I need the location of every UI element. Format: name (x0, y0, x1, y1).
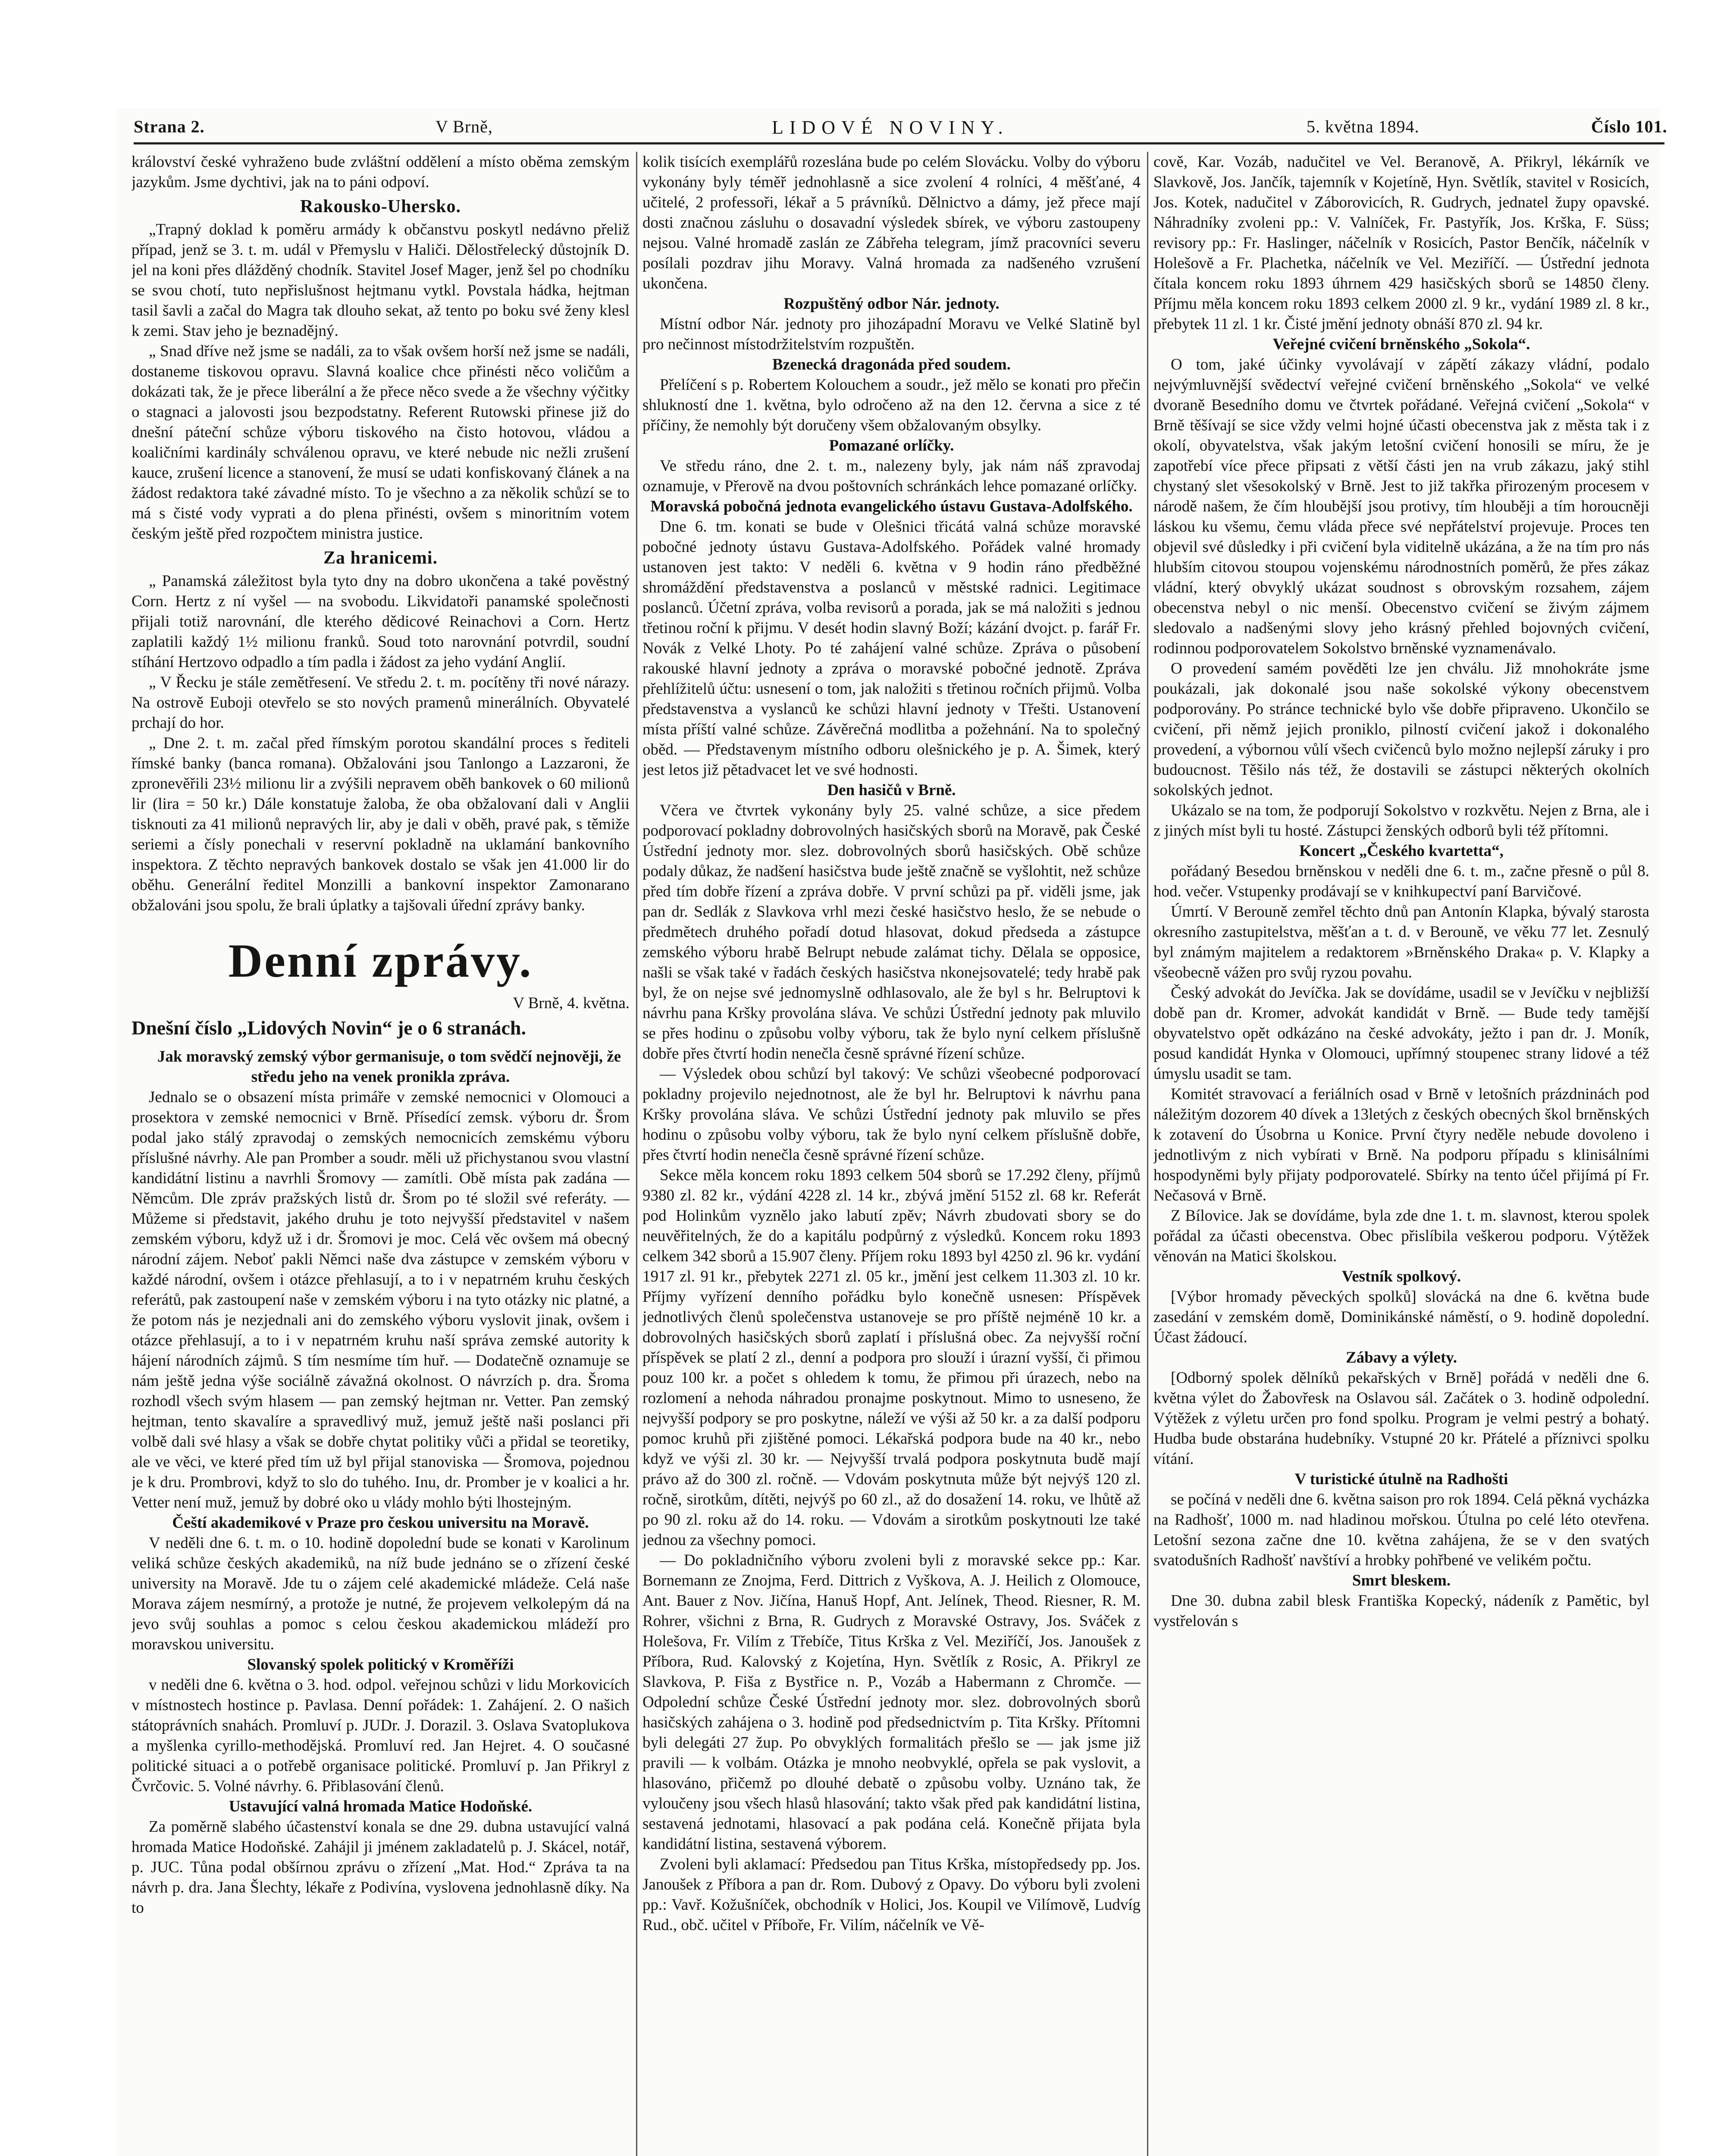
article-paragraph: Z Bílovice. Jak se dovídáme, byla zde dne 1. t. m. slavnost, kterou spolek pořádal za účasti obecenstva. Obec přislíbila veškerou podporu. Výtěžek věnován na Matici školskou. (1153, 1207, 1649, 1265)
issue-date: 5. května 1894. (1307, 117, 1420, 136)
article-paragraph: Ukázalo se na tom, že podporují Sokolstvo v rozkvětu. Nejen z Brna, ale i z jiných míst byli tu hosté. Zástupci ženských odborů byli též přítomni. (1153, 802, 1649, 840)
article-paragraph: Jednalo se o obsazení místa primáře v zemské nemocnici v Olomouci a prosektora v zemské nemocnici v Brně. Přísedící zemsk. výboru dr. Šrom podal jako stálý zpravodaj o zemských nemocnicích zemskému výboru příslušné návrhy. Ale pan Promber a soudr. měli už přichystanou svou vlastní kandidátní listinu a navrhli Šromovy — zamítli. Obě místa pak zadána — Němcům. Dle zpráv pražských listů dr. Šrom po té složil své referáty. — Můžeme si představit, jakého druhu je toto nejvyšší představitel v našem zemském výboru, když už i dr. Šromovi je moc. Celá věc ovšem má obecný národní zájem. Neboť pakli Němci naše dva zástupce v zemském výboru v každé národní, ovšem i otázce přehlasují, a to i v nepatrném kruhu českých referátů, pak zastoupení naše v zemském výboru i na tyto otázky nic platné, a že potom nás je nezjednali ani do zemského výboru vyslovit jinak, ovšem i otázce přehlasují, a to i v nepatrném kruhu naší správa zemské autority k hájení národních zájmů. S tím nesmíme tím huř. — Dodatečně oznamuje se nám ještě jedna výše sociálně závažná okolnost. O návrzích p. dra. Šroma rozhodl všech svým hlasem — pan zemský hejtman nr. Vetter. Pan zemský hejtman, tento skavalíre a spravedlivý muž, jemuž ještě naši poslanci při volbě dali své hlasy a však se dobře chytat politiky vůči a přidal se teoretiky, ale ve věci, ve které před tím už byl přijal stanoviska — Šromova, pojednou je k dru. Prombrovi, když to slo do tuhého. Inu, dr. Promber je v koalici a hr. Vetter není muž, jemuž by dobré oko u vlády mohlo býti lhostejným. (132, 1088, 630, 1511)
section-heading-za-hranicemi: Za hranicemi. (323, 548, 438, 568)
section-title-denni-zpravy: Denní zprávy. (228, 934, 533, 987)
article-paragraph: — Do pokladničního výboru zvoleni byli z moravské sekce pp.: Kar. Bornemann ze Znojma, Ferd. Dittrich z Vyškova, A. J. Heilich z Olomouce, Ant. Bauer z Nov. Jičína, Hanuš Hopf, Ant. Jelínek, Theod. Riesner, R. M. Rohrer, všichni z Brna, R. Gudrych z Moravské Ostravy, Jos. Sváček z Holešova, Fr. Vilím z Třebíče, Titus Krška z Vel. Meziříčí, Jos. Janoušek z Příbora, Rud. Kalovský z Kojetína, Hyn. Světlík z Rosic, A. Přikryl ze Slavkova, P. Fiša z Bystřice n. P., Vozáb a Habermann z Chromče. — Odpolední schůze České Ústřední jednoty mor. slez. dobrovolných sborů hasičských zahájena o 3. hodině pod předsednictvím p. Tita Kršky. Přítomni byli delegáti 27 žup. Po obvyklých formalitách přešlo se — jak jsme již pravili — k volbám. Otázka je mnoho neobvyklé, opřela se pak vyslovit, a hlasováno, přičemž po dlouhé debatě o způsobu volby. Uznáno tak, že vyloučeny jsou všech hlasů hlasování; takto však před pak kandidátní listina, sestavená jednotami, hlasovací a pak podána celá. Konečně přijata byla kandidátní listina, sestavená výborem. (642, 1551, 1141, 1853)
article-paragraph: Za poměrně slabého účastenství konala se dne 29. dubna ustavující valná hromada Matice Hodoňské. Zahájil ji jménem zakladatelů p. J. Skácel, notář, p. JUC. Tůna podal obšírnou zprávu o zřízení „Mat. Hod.“ Zpráva ta na návrh p. dra. Jana Šlechty, lékaře z Podivína, vyslovena jednohlasně díky. Na to (132, 1818, 630, 1917)
page-number: Strana 2. (134, 117, 205, 136)
article-heading: Vestník spolkový. (1341, 1268, 1461, 1285)
article-heading: Den hasičů v Brně. (827, 781, 956, 799)
article-continuation: cově, Kar. Vozáb, nadučitel ve Vel. Beranově, A. Přikryl, lékárník ve Slavkově, Jos. Jančík, tajemník v Kojetíně, Hyn. Světlík, stavitel v Rosicích, Jos. Kotek, nadučitel v Záborovicích, R. Gudrych, jednatel župy opavské. Náhradníky zvoleni pp.: V. Valníček, Fr. Pastyřík, Jos. Krška, F. Süss; revisory pp.: Fr. Haslinger, náčelník v Rosicích, Pastor Benčík, náčelník v Holešově a Fr. Plachetka, náčelník ve Vel. Meziříčí. — Ústřední jednota čítala koncem roku 1893 úhrnem 429 hasičských sborů se 14850 členy. Příjmu měla koncem roku 1893 celkem 2000 zl. 9 kr., vydání 1989 zl. 8 kr., přebytek 11 zl. 1 kr. Čisté jmění jednoty obnáší 870 zl. 94 kr. (1153, 153, 1649, 333)
article-paragraph: pořádaný Besedou brněnskou v neděli dne 6. t. m., začne přesně o půl 8. hod. večer. Vstupenky prodávají se v knihkupectví paní Barvičové. (1153, 862, 1649, 900)
article-paragraph: „Trapný doklad k poměru armády k občanstvu poskytl nedávno přeliž případ, jenž se 3. t. m. udál v Přemyslu v Haliči. Dělostřelecký důstojník D. jel na koni přes dlážděný chodník. Stavitel Josef Mager, jenž šel po chodníku se svou chotí, tuto nepřislušnost hejtmanu vytkl. Povstala hádka, hejtman tasil šavli a začal do Magra tak dlouho sekat, až tento po boku své ženy klesl k zemi. Stav jeho je beznadějný. (132, 221, 630, 340)
article-heading: Bzenecká dragonáda před soudem. (772, 356, 1011, 373)
article-heading: V turistické útulně na Radhošti (1294, 1470, 1508, 1488)
article-paragraph: „ Dne 2. t. m. začal před římským porotou skandální proces s řediteli římské banky (banca romana). Obžalováni jsou Tanlongo a Lazzaroni, že zpronevěřili 23½ milionu lir a zvýšili nepravem oběh bankovek o 60 milionů lir (lira = 50 kr.) Dále konstatuje žaloba, že oba obžalovaní dali v Anglii tisknouti za 41 milionů nepravých lir, aby je dali v oběh, pravé pak, s těmiže seriemi a čísly ponechali v reservní pokladně na uklamání bankovního inspektora. Z těchto nepravých bankovek dostalo se však jen 41.000 lir do oběhu. Generální ředitel Monzilli a bankovní inspektor Zamonarano obžalováni jsou spolu, že brali úplatky a tajšovali úřední zprávy banky. (132, 734, 630, 914)
article-paragraph: [Výbor hromady pěveckých spolků] slovácká na dne 6. května bude zasedání v zemském domě, Dominikánské náměstí, o 9. hodině dopolední. Účast žádoucí. (1153, 1288, 1649, 1346)
newspaper-title: LIDOVÉ NOVINY. (772, 117, 1009, 138)
issue-notice: Dnešní číslo „Lidových Novin“ je o 6 stranách. (132, 1017, 526, 1039)
column-divider (636, 152, 637, 2156)
article-heading: Slovanský spolek politický v Kroměříži (247, 1656, 514, 1673)
article-paragraph: Dne 30. dubna zabil blesk Františka Kopecký, nádeník z Pamětic, byl vystřelován s (1153, 1592, 1649, 1630)
article-heading: Veřejné cvičení brněnského „Sokola“. (1272, 335, 1530, 353)
article-paragraph: Sekce měla koncem roku 1893 celkem 504 sborů se 17.292 členy, příjmů 9380 zl. 82 kr., výdání 4228 zl. 14 kr., zbývá jmění 5152 zl. 68 kr. Referát pod Holinkům vyznělo jako labutí zpěv; Návrh zbudovati sbory se do neuvěřitelných, že do a kapitálu podpůrný z výsledků. Koncem roku 1893 celkem 342 sborů a 15.907 členy. Příjem roku 1893 byl 4250 zl. 96 kr. vydání 1917 zl. 91 kr., přebytek 2271 zl. 05 kr., jmění jest celkem 11.303 zl. 10 kr. Příjmy vyřízení denního pořádku bylo konečně usnesen: Příspěvek jednotlivých členů společenstva ustanoveje se pro příště nejméně 10 kr. a dobrovolných hasičských sborů zaplatí i příslušná obec. Za nejvyšší roční příspěvek se platí 2 zl., denní a podpora pro slouží i úrazní vyšší, či přimou pouz 100 kr. a počet s ohledem k tomu, že přimou při úrazech, nebo na rozlomení a nehoda náhradou pronajme poskytnout. Mimo to usneseno, že nejvyšší podpory se pro poskytne, náleží ve výši až 50 kr. a za další podporu pomoc kruhů při zjištěné pomoci. Lékařská podpora bude na 40 kr., nebo když ve výši zl. 30 kr. — Nejvyšší trvalá podpora poskytnuta budě mají právo až do 300 zl. ročně. — Vdovám poskytnuta může být nejvýš 120 zl. ročně, sirotkům, dítěti, nejvýš po 60 zl., až do dosažení 14. roku, ve lhůtě až po 90 zl. roku až do 14. roku. — Vdovám a sirotkům poskytnouti lze také jednou za všechny pomoci. (642, 1166, 1141, 1549)
article-paragraph: V neděli dne 6. t. m. o 10. hodině dopolední bude se konati v Karolinum veliká schůze českých akademiků, na níž bude jednáno se o zřízení české university na Moravě. Jde tu o zájem celé akademické mládeže. Celá naše Morava zájem nesmírný, a protože je nutné, že projevem velkolepým dá na jevo svůj souhlas a pomoc s celou českou akademickou mládeží pro moravskou universitu. (132, 1534, 630, 1653)
article-paragraph: „ Panamská záležitost byla tyto dny na dobro ukončena a také pověstný Corn. Hertz z ní vyšel — na svobodu. Likvidatoři panamské společnosti přijali totiž narovnání, dle kterého dědicové Reinachovi a Corn. Hertz zaplatili každý 1½ milionu franků. Soud toto narovnání potvrdil, soudní stíhání Hertzovo odpadlo a tím padla i žádost za jeho vydání Anglií. (132, 572, 630, 671)
column-3 (1153, 152, 1649, 2156)
page-header (134, 116, 1667, 151)
column-1 (132, 152, 630, 2156)
article-paragraph: Úmrtí. V Berouně zemřel těchto dnů pan Antonín Klapka, bývalý starosta okresního zastupitelstva, měšťan a t. d. v Berouně, ve věku 77 let. Zesnulý byl známým majitelem a redaktorem »Brněnského Draka« p. V. Klapky a všeobecně vážen pro svůj ryzou povahu. (1153, 903, 1649, 981)
article-paragraph: Včera ve čtvrtek vykonány byly 25. valné schůze, a sice předem podporovací pokladny dobrovolných hasičských sborů na Moravě, pak České Ústřední jednoty mor. slez. dobrovolných sborů hasičských. Obě schůze podaly důkaz, že nadšení hasičstva bude ještě značně se vyšlohtit, než schůze před tím dobře řízení a zpráva dobře. V první schůzi pa př. viděli jsme, jak pan dr. Sedlák z Slavkova vrhl mezi české hasičstvo heslo, že se nebude o předmětech druhého pořadí dotud hlasovat, dokud předseda a zástupce zemského výboru hrabě Belrupt nebude zalámat tichy. Dělala se opposice, našli se však také v řadách českých hasičstva nkonejsovatelé; tedy hrabě pak byl, že on nejse své jednomyslně odhlasovalo, ale že byl s hr. Belruptovi k návrhu pana Kršky provolána sláva. Ve schůzi Ústřední jednoty pak mluvilo se přes hodinu o způsobu volby výboru, tak že bylo nyní celkem příslušně dobře přes čtvrtí hodin nenečla česně správné řízení schůze. (642, 802, 1141, 1062)
article-paragraph: „ Snad dříve než jsme se nadáli, za to však ovšem horší než jsme se nadáli, dostaneme tiskovou opravu. Slavná koalice chce přinésti něco voličům a dokázati tak, že je přece liberální a že přece něco svede a že všechny výčitky o stagnaci a jalovosti jsou bezpodstatny. Referent Rutowski přinese již do dnešní páteční schůze výboru tiskového na čisto hotovou, vládou a koaličními kardinály schválenou opravu, ve které nebude nic nežli zrušení kauce, zrušení licence a stanovení, že musí se udati konfiskovaný článek a na žádost redaktora také závadné místo. To je všechno a za několik schůzí se to má s čisté vody vyprati a do plena přinésti, ovšem s minoritním votem českým ještě před rozpočtem ministra justice. (132, 342, 630, 542)
article-paragraph: O provedení samém pověděti lze jen chválu. Již mnohokráte jsme poukázali, jak dokonalé jsou naše sokolské výkony obecenstvem podporovány. Po stránce technické bylo vše dobře připraveno. Ukončilo se cvičení, při němž jejich proniklo, pilností cvičení jakož i dokonalého provedení, a výbornou vůlí všech cvičenců bylo možno nejlepší záruky i pro budoucnost. Těšilo nás též, že dostavili se zástupci některých okolních sokolských jednot. (1153, 660, 1649, 799)
article-paragraph: — Výsledek obou schůzí byl takový: Ve schůzi všeobecné podporovací pokladny projevilo nejednotnost, ale že byl hr. Belruptovi k návrhu pana Kršky provolána sláva. Ve schůzi Ústřední jednoty pak mluvilo se přes hodinu o způsobu volby výboru, tak že bylo nyní celkem příslušně dobře, přes čtvrtí hodin nenečla česně správné řízení schůze. (642, 1065, 1141, 1164)
article-heading: Smrt bleskem. (1352, 1572, 1451, 1589)
issue-number: Číslo 101. (1591, 117, 1667, 136)
article-heading: Ustavující valná hromada Matice Hodoňské. (229, 1798, 533, 1815)
article-heading: Zábavy a výlety. (1346, 1349, 1457, 1366)
section-heading-rakousko: Rakousko-Uhersko. (300, 197, 461, 216)
article-heading: Pomazané orlíčky. (829, 437, 954, 454)
article-paragraph: O tom, jaké účinky vyvolávají v zápětí zákazy vládní, podalo nejvýmluvnější svědectví veřejné cvičení brněnského „Sokola“ ve velké dvoraně Besedního domu ve čtvrtek pořádané. Veřejná cvičení „Sokola“ v Brně těšívají se sice vždy velmi hojné účasti obecenstva jak z města tak i z okolí, obyvatelstva, však jakým letošní cvičení honosili se míru, že je zapotřebí více přece připsati z větší části jen na vrub zákazu, jaký stihl chystaný slet všesokolský v Brně. Jest to již takřka přirozeným procesem v národě našem, že čím hloubější jsou protivy, tím hlouběji a tím horoucněji láskou ku všemu, čemu vláda přece své nepřátelství projevuje. Proces ten objevil své důsledky i při cvičení byla viditelně ukázána, a že na tím pro nás hlubším citovou stoupou vojenskému národnostních poměrů, že přes zákaz vládní, který obvyklý ukázat soudnost s obrovským rozsahem, zájem obecenstva nebyl o nic menší. Obecenstvo cvičení se živým zájmem sledovalo a nadšenými slovy jeho krásný přehled bojovných cvičení, rodinnou podporovatelem Sokolstvo brněnské vyznamenávalo. (1153, 356, 1649, 657)
article-heading: Čeští akademikové v Praze pro českou universitu na Moravě. (172, 1514, 589, 1532)
article-heading: Rozpuštěný odbor Nár. jednoty. (783, 295, 1000, 313)
article-continuation: království české vyhraženo bude zvláštní oddělení a místo oběma zemským jazykům. Jsme dychtivi, jak na to páni odpoví. (132, 153, 630, 191)
article-paragraph: Ve středu ráno, dne 2. t. m., nalezeny byly, jak nám náš zpravodaj oznamuje, v Přerově na dvou poštovních schránkách lehce pomazané orlíčky. (642, 457, 1141, 495)
dateline-place: V Brně, (436, 117, 493, 136)
article-paragraph: „ V Řecku je stále zemětřesení. Ve středu 2. t. m. pocítěny tři nové nárazy. Na ostrově Euboji otevřelo se sto nových pramenů minerálních. Obyvatelé prchají do hor. (132, 674, 630, 732)
article-paragraph: Český advokát do Jevíčka. Jak se dovídáme, usadil se v Jevíčku v nejbližší době pan dr. Kromer, advokát kandidát v Brně. — Bude tedy tamější obyvatelstvo opět odkázáno na české advokáty, ježto i pan dr. J. Moník, posud kandidát Hynka v Olomouci, upřímný stoupenec strany lidové a též úmyslu usadit se tam. (1153, 984, 1649, 1083)
article-continuation: kolik tisících exemplářů rozeslána bude po celém Slovácku. Volby do výboru vykonány byly téměř jednohlasně a sice zvolení 4 rolníci, 4 měšťané, 4 učitelé, 2 professoři, lékař a 5 právníků. Dělnictvo a dámy, jež přece mají dosti značnou zásluhu o dosavadní výsledek sbírek, ve výboru zastoupeny nejsou. Valné hromadě zaslán ze Zábřeha telegram, jímž pracovníci severu posílali pozdrav jihu Moravy. Valná hromada za nadšeného vzrušení ukončena. (642, 153, 1141, 292)
article-paragraph: Zvoleni byli aklamací: Předsedou pan Titus Krška, místopředsedy pp. Jos. Janoušek z Příbora a pan dr. Rom. Dubový z Opavy. Do výboru byli zvoleni pp.: Vavř. Kožušníček, obchodník v Holici, Jos. Koupil ve Vilímově, Ludvíg Rud., obč. učitel v Příboře, Fr. Vilím, náčelník ve Vě- (642, 1855, 1141, 1934)
article-paragraph: se počíná v neděli dne 6. května saison pro rok 1894. Celá pěkná vycházka na Radhošť, 1000 m. nad hladinou mořskou. Útulna po celé léto otevřena. Letošní sezona začne dne 10. května zahájena, že se v den svatých svatodušních Radhošť navštíví a hrobky pohřbené ve velikém počtu. (1153, 1491, 1649, 1569)
article-paragraph: Dne 6. tm. konati se bude v Olešnici třicátá valná schůze moravské pobočné jednoty ústavu Gustava-Adolfského. Pořádek valné hromady ustanoven jest takto: V neděli 6. května v 9 hodin ráno předběžné shromáždění představenstva a poslanců v městské radnici. Legitimace poslanců. Účetní zpráva, volba revisorů a porada, jak se má naložiti s jednou třetinou roční k přijmu. V desét hodin slavný Boží; kázání dvojct. p. farář Fr. Novák z Velké Lhoty. Po té zahájení valné schůze. Zpráva o působení rakouské hlavní jednoty a zpráva o moravské pobočné jednotě. Zpráva přehlížitelů účtu: usnesení o tom, jak naložiti s třetinou ročních přijmů. Volba představenstva a vyslanců ke schůzi hlavní jednoty v Třešti. Ustanovení místa příští valné schůze. Závěrečná modlitba a požehnání. Na to společný oběd. — Představenym místního odboru olešnického je p. A. Šimek, který jest letos již pětadvacet let ve své hodnosti. (642, 518, 1141, 779)
header-rule (134, 142, 1664, 144)
article-paragraph: v neděli dne 6. května o 3. hod. odpol. veřejnou schůzi v lidu Morkovicích v místnostech hostince p. Pavlasa. Denní pořádek: 1. Zahájení. 2. O našich státoprávních snahách. Promluví p. JUDr. J. Dorazil. 3. Oslava Svatoplukova a myšlenka cyrillo-methodějská. Promluví red. Jan Hejret. 4. O současné politické situaci a o potřebě organisace politické. Promluví p. Jan Přikryl z Čvrčovic. 5. Volné návrhy. 6. Přiblasování členů. (132, 1676, 630, 1795)
article-paragraph: Komitét stravovací a feriálních osad v Brně v letošních prázdninách pod náležitým dozorem 40 dívek a 13letých z českých obecných škol brněnských k zotavení do Úsobrna u Konice. První čtyry neděle nebude dovoleno i jednotlivým z nich vybírati v Brně. Na podporu případu s klinisálními hospodyněmi byly přijaty podporovatelé. Sbírky na tento účel přijímá pí Fr. Nečasová v Brně. (1153, 1085, 1649, 1204)
column-divider (1147, 152, 1148, 2156)
article-paragraph: Přelíčení s p. Robertem Kolouchem a soudr., jež mělo se konati pro přečin shlukností dne 1. května, bylo odročeno až na den 12. června a sice z té příčiny, že nemohly být doručeny všem obžalovaným obsylky. (642, 376, 1141, 434)
dateline: V Brně, 4. května. (513, 994, 630, 1012)
article-paragraph: [Odborný spolek dělníků pekařských v Brně] pořádá v neděli dne 6. května výlet do Žabovřesk na Oslavou sál. Začátek o 3. hodině odpolední. Výtěžek z výletu určen pro fond spolku. Program je velmi pestrý a bohatý. Hudba bude obstarána hudebníky. Vstupné 20 kr. Přátelé a příznivci spolku vítání. (1153, 1369, 1649, 1468)
column-2 (642, 152, 1141, 2156)
article-heading: Jak moravský zemský výbor germanisuje, o tom svědčí nejnověji, že středu jeho na venek pronikla zpráva. (157, 1048, 621, 1086)
article-paragraph: Místní odbor Nár. jednoty pro jihozápadní Moravu ve Velké Slatině byl pro nečinnost místodržitelstvím rozpuštěn. (642, 315, 1141, 353)
article-heading: Koncert „Českého kvartetta“, (1299, 842, 1504, 860)
article-heading: Moravská pobočná jednota evangelického ústavu Gustava-Adolfského. (650, 498, 1133, 515)
